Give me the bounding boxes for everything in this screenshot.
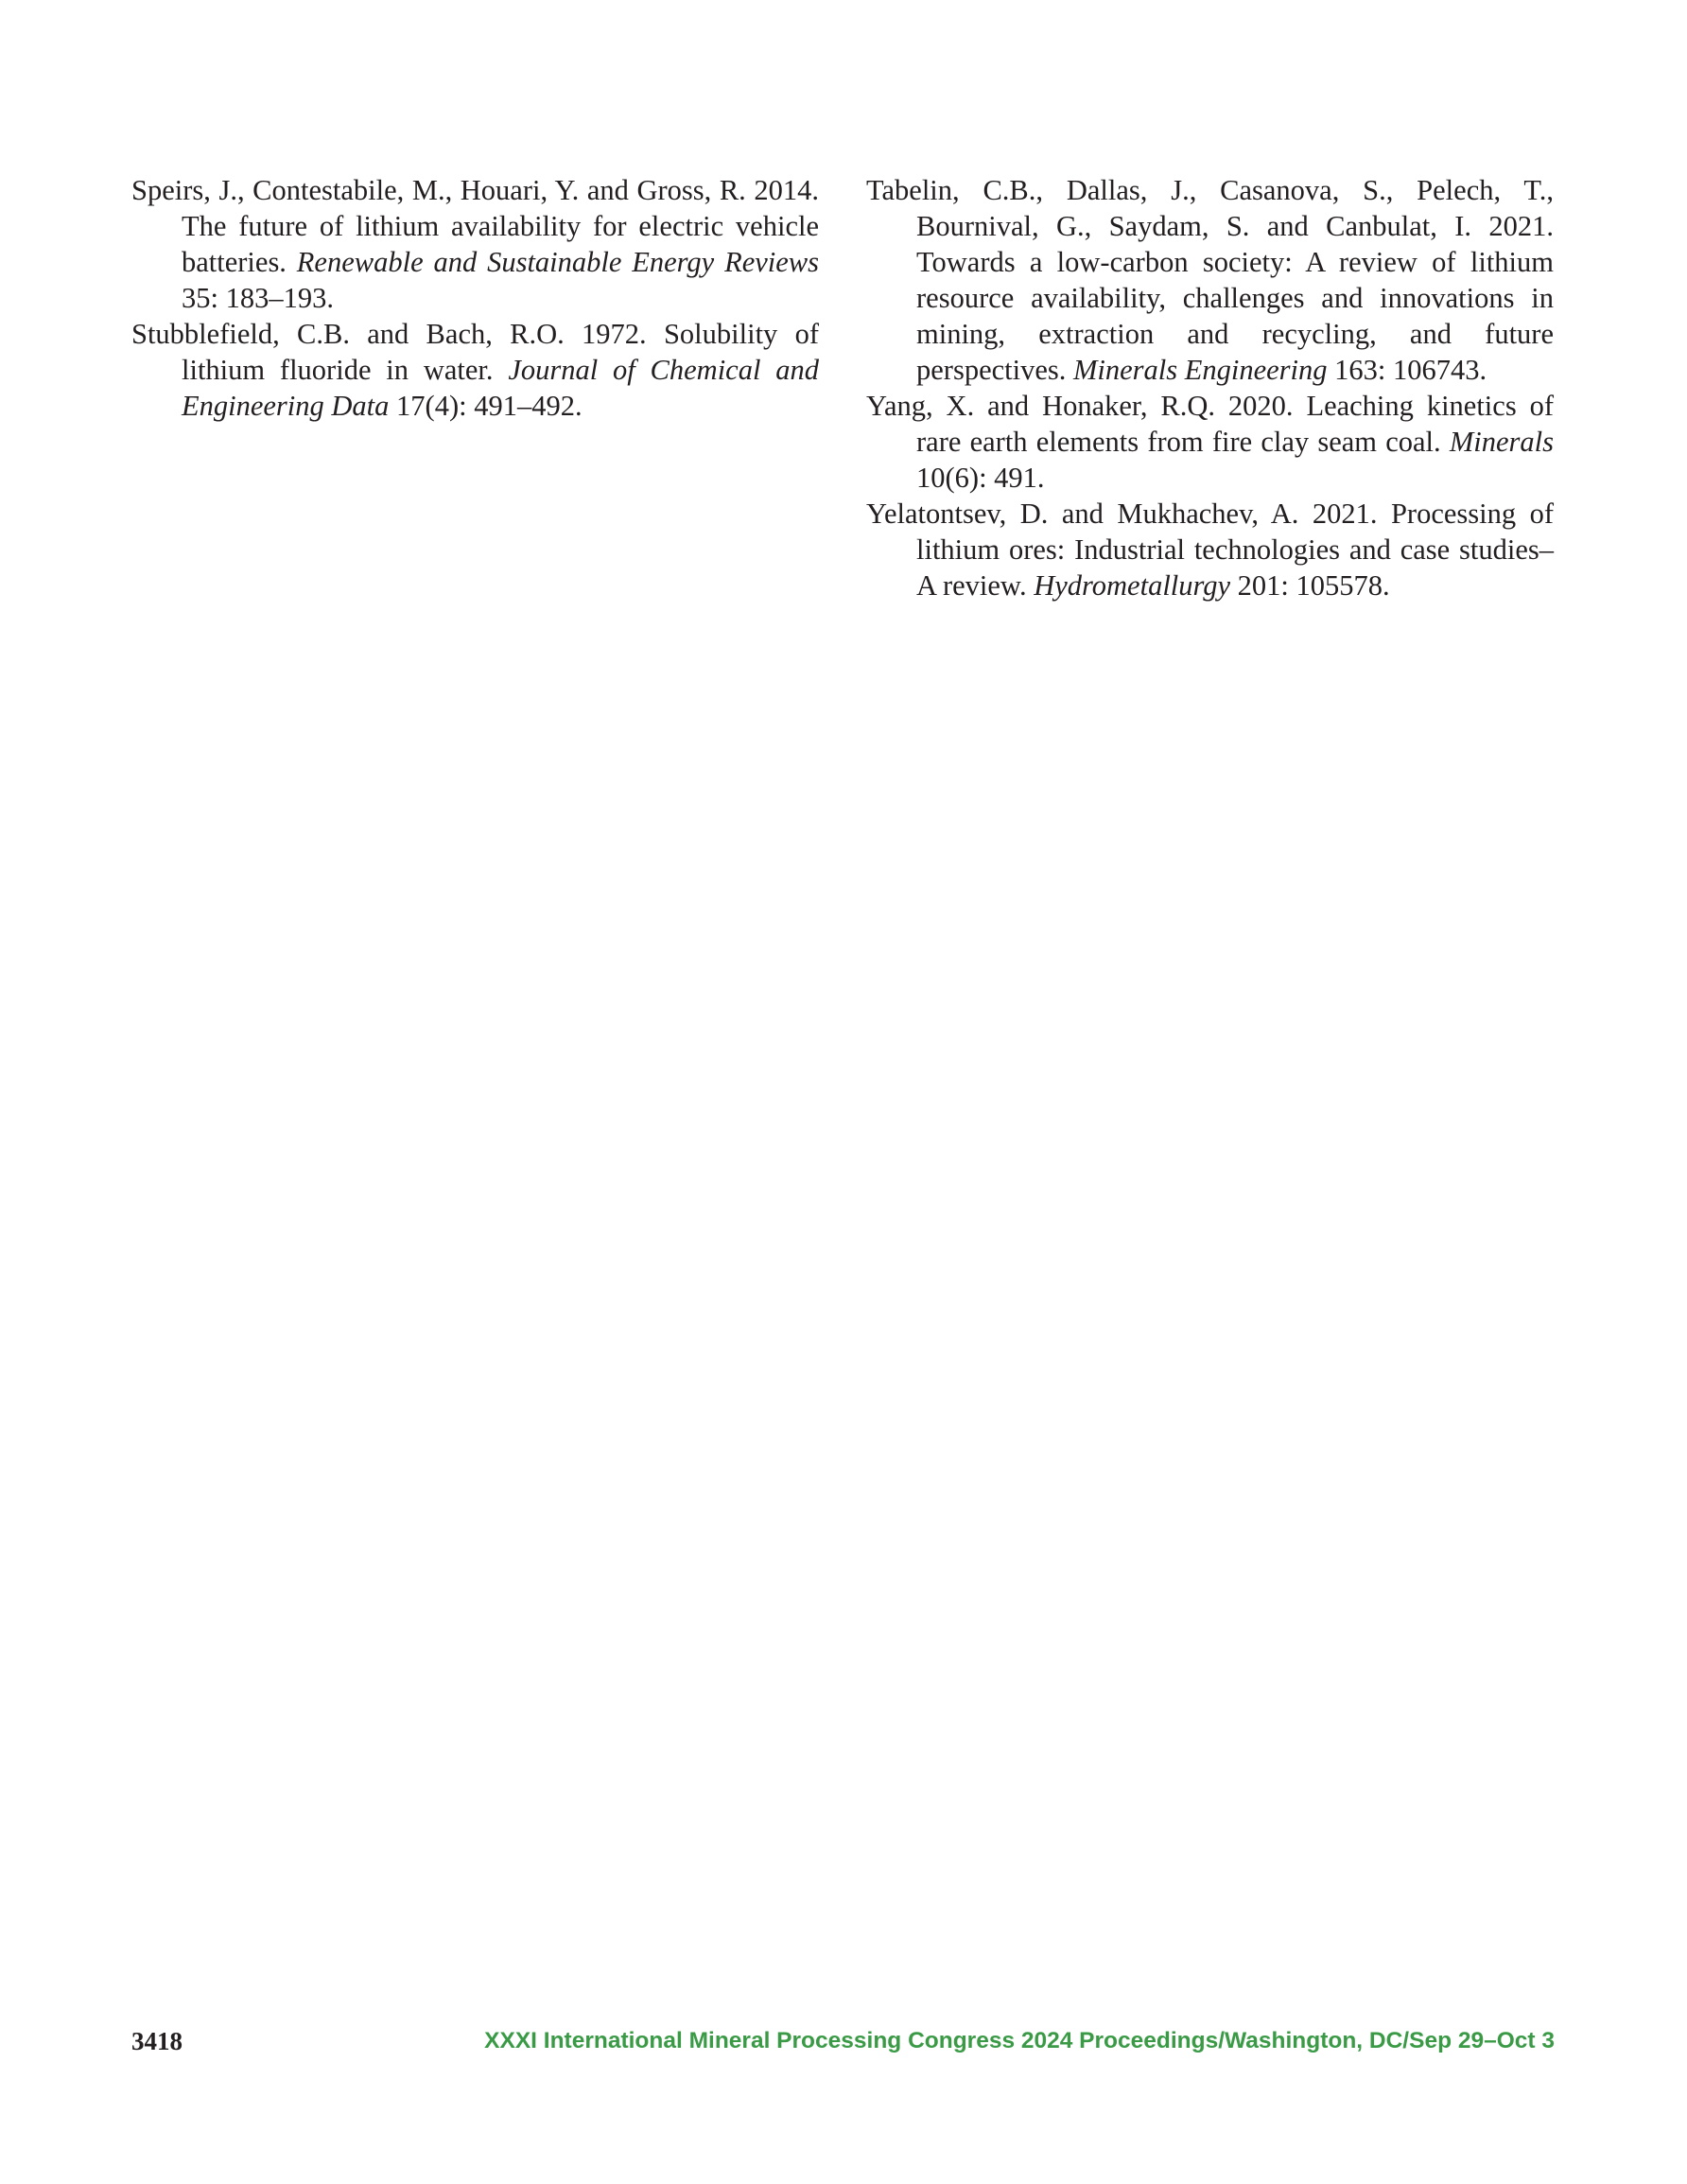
reference-entry [131, 172, 819, 316]
reference-journal: Hydrometallurgy [1034, 569, 1231, 602]
running-title: XXXI International Mineral Processing Congress 2024 Proceedings/Washington, DC/Sep 29–Oct 3 [484, 2028, 1555, 2053]
reference-volume-pages: 17(4): 491–492. [389, 390, 583, 422]
reference-text: Yang, X. and Honaker, R.Q. 2020. Leaching kinetics of rare earth elements from fire clay seam coal. [866, 390, 1554, 458]
reference-text: Tabelin, C.B., Dallas, J., Casanova, S., Pelech, T., Bournival, G., Saydam, S. and Canbulat, I. 2021. Towards a low-carbon society: A review of lithium resource availability, challenges and innovations in mining, extraction and recycling, and future perspectives. [866, 174, 1554, 386]
reference-entry [866, 388, 1554, 496]
reference-volume-pages: 201: 105578. [1230, 569, 1390, 602]
reference-column-left [131, 172, 819, 424]
reference-entry [131, 316, 819, 424]
reference-journal: Renewable and Sustainable Energy Reviews [296, 246, 819, 278]
reference-entry [866, 172, 1554, 388]
reference-journal: Minerals [1449, 426, 1554, 458]
reference-text: Yelatontsev, D. and Mukhachev, A. 2021. Processing of lithium ores: Industrial technologies and case studies–A review. [866, 498, 1554, 602]
reference-journal: Journal of Chemical and Engineering Data [182, 354, 819, 422]
reference-volume-pages: 10(6): 491. [916, 462, 1045, 494]
reference-journal: Minerals Engineering [1073, 354, 1328, 386]
reference-volume-pages: 35: 183–193. [182, 282, 334, 314]
reference-volume-pages: 163: 106743. [1327, 354, 1487, 386]
page-footer [131, 2027, 1555, 2065]
reference-column-right [866, 172, 1554, 603]
reference-text: Speirs, J., Contestabile, M., Houari, Y. and Gross, R. 2014. The future of lithium availability for electric vehicle batteries. [131, 174, 819, 278]
reference-entry [866, 496, 1554, 603]
reference-text: Stubblefield, C.B. and Bach, R.O. 1972. Solubility of lithium fluoride in water. [131, 318, 819, 386]
page-number: 3418 [131, 2027, 183, 2055]
